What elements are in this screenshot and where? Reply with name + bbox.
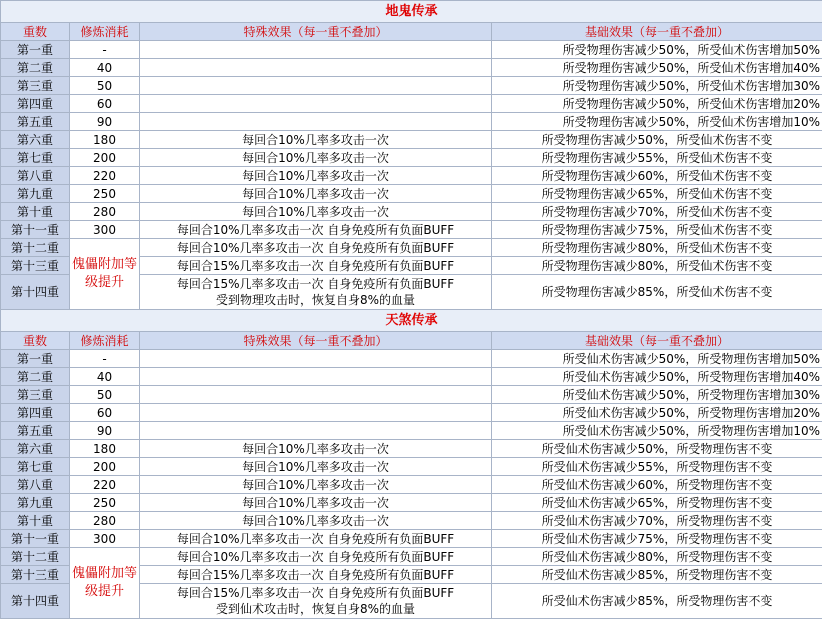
special-cell (140, 566, 492, 584)
table-row (1, 59, 822, 77)
special-text: 每回合10%几率多攻击一次 (242, 513, 389, 528)
special-cell (140, 77, 492, 95)
column-header: 重数 (1, 23, 70, 41)
special-cell (140, 203, 492, 221)
base-cell: 所受仙术伤害减少50%，所受物理伤害增加10% (492, 422, 822, 440)
section-title: 地鬼传承 (1, 1, 822, 23)
table-row (1, 422, 822, 440)
special-text: 每回合10%几率多攻击一次 (242, 477, 389, 492)
level-cell: 第十二重 (1, 239, 70, 257)
level-cell: 第一重 (1, 41, 70, 59)
base-cell: 所受仙术伤害减少50%，所受物理伤害增加20% (492, 404, 822, 422)
cost-cell: 200 (70, 149, 140, 167)
level-cell: 第八重 (1, 167, 70, 185)
base-cell: 所受仙术伤害减少85%，所受物理伤害不变 (492, 584, 822, 619)
column-header: 特殊效果（每一重不叠加） (140, 23, 492, 41)
level-cell: 第二重 (1, 368, 70, 386)
base-cell: 所受仙术伤害减少55%，所受物理伤害不变 (492, 458, 822, 476)
base-cell: 所受物理伤害减少80%，所受仙术伤害不变 (492, 239, 822, 257)
special-cell (140, 257, 492, 275)
level-cell: 第八重 (1, 476, 70, 494)
special-text: 每回合10%几率多攻击一次 (242, 459, 389, 474)
special-text: 每回合10%几率多攻击一次 (242, 186, 389, 201)
special-cell (140, 131, 492, 149)
special-cell (140, 239, 492, 257)
special-cell (140, 59, 492, 77)
base-cell: 所受物理伤害减少50%，所受仙术伤害增加40% (492, 59, 822, 77)
special-text-extra: 受到物理攻击时，恢复自身8%的血量 (215, 293, 416, 307)
special-text: 每回合10%几率多攻击一次 自身免疫所有负面BUFF (176, 240, 455, 255)
cost-cell: 220 (70, 167, 140, 185)
level-cell: 第四重 (1, 404, 70, 422)
base-cell: 所受物理伤害减少70%，所受仙术伤害不变 (492, 203, 822, 221)
special-text: 每回合15%几率多攻击一次 自身免疫所有负面BUFF (176, 277, 455, 291)
cost-cell: 250 (70, 185, 140, 203)
section-title-row (1, 310, 822, 332)
base-cell: 所受物理伤害减少50%，所受仙术伤害增加50% (492, 41, 822, 59)
base-cell: 所受仙术伤害减少85%，所受物理伤害不变 (492, 566, 822, 584)
level-cell: 第十重 (1, 512, 70, 530)
special-text: 每回合10%几率多攻击一次 (242, 495, 389, 510)
base-cell: 所受仙术伤害减少50%，所受物理伤害增加40% (492, 368, 822, 386)
base-cell: 所受仙术伤害减少70%，所受物理伤害不变 (492, 512, 822, 530)
level-cell: 第一重 (1, 350, 70, 368)
special-text: 每回合15%几率多攻击一次 自身免疫所有负面BUFF (176, 586, 455, 600)
table-row (1, 368, 822, 386)
table-row (1, 77, 822, 95)
special-text: 每回合10%几率多攻击一次 (242, 132, 389, 147)
table-row (1, 203, 822, 221)
table-row (1, 494, 822, 512)
special-cell (140, 113, 492, 131)
header-row (1, 332, 822, 350)
cost-cell: 250 (70, 494, 140, 512)
table-row (1, 131, 822, 149)
column-header: 基础效果（每一重不叠加） (492, 23, 822, 41)
level-cell: 第十一重 (1, 530, 70, 548)
level-cell: 第四重 (1, 95, 70, 113)
level-cell: 第三重 (1, 386, 70, 404)
column-header: 重数 (1, 332, 70, 350)
special-text: 每回合10%几率多攻击一次 (242, 168, 389, 183)
cost-cell: - (70, 41, 140, 59)
special-text-extra: 受到仙术攻击时，恢复自身8%的血量 (215, 602, 416, 616)
level-cell: 第七重 (1, 458, 70, 476)
special-text: 每回合10%几率多攻击一次 自身免疫所有负面BUFF (176, 222, 455, 237)
column-header: 基础效果（每一重不叠加） (492, 332, 822, 350)
cost-cell: - (70, 350, 140, 368)
base-cell: 所受物理伤害减少55%，所受仙术伤害不变 (492, 149, 822, 167)
special-text: 每回合15%几率多攻击一次 自身免疫所有负面BUFF (176, 258, 455, 273)
level-cell: 第十三重 (1, 566, 70, 584)
level-cell: 第十二重 (1, 548, 70, 566)
base-cell: 所受仙术伤害减少50%，所受物理伤害增加30% (492, 386, 822, 404)
cost-cell: 50 (70, 77, 140, 95)
base-cell: 所受物理伤害减少60%，所受仙术伤害不变 (492, 167, 822, 185)
header-row (1, 23, 822, 41)
level-cell: 第九重 (1, 494, 70, 512)
special-cell (140, 530, 492, 548)
special-cell (140, 149, 492, 167)
table-row (1, 221, 822, 239)
special-cell (140, 95, 492, 113)
table-row (1, 167, 822, 185)
table-row (1, 113, 822, 131)
base-cell: 所受物理伤害减少50%，所受仙术伤害不变 (492, 131, 822, 149)
section-title: 天煞传承 (1, 310, 822, 332)
cost-cell: 40 (70, 59, 140, 77)
base-cell: 所受仙术伤害减少50%，所受物理伤害增加50% (492, 350, 822, 368)
table-row (1, 41, 822, 59)
level-cell: 第十三重 (1, 257, 70, 275)
special-cell (140, 440, 492, 458)
base-cell: 所受仙术伤害减少50%，所受物理伤害不变 (492, 440, 822, 458)
merged-cost-cell: 傀儡附加等级提升 (70, 239, 140, 310)
special-text: 每回合15%几率多攻击一次 自身免疫所有负面BUFF (176, 567, 455, 582)
level-cell: 第九重 (1, 185, 70, 203)
special-cell (140, 494, 492, 512)
cost-cell: 90 (70, 422, 140, 440)
cost-cell: 180 (70, 440, 140, 458)
cost-cell: 90 (70, 113, 140, 131)
level-cell: 第五重 (1, 422, 70, 440)
table-row (1, 95, 822, 113)
special-cell (140, 422, 492, 440)
cost-cell: 40 (70, 368, 140, 386)
special-cell (140, 548, 492, 566)
cost-cell: 200 (70, 458, 140, 476)
special-cell (140, 167, 492, 185)
table-row (1, 512, 822, 530)
level-cell: 第十一重 (1, 221, 70, 239)
base-cell: 所受物理伤害减少65%，所受仙术伤害不变 (492, 185, 822, 203)
base-cell: 所受物理伤害减少50%，所受仙术伤害增加10% (492, 113, 822, 131)
column-header: 特殊效果（每一重不叠加） (140, 332, 492, 350)
table-row (1, 239, 822, 257)
column-header: 修炼消耗 (70, 332, 140, 350)
special-cell (140, 221, 492, 239)
cost-cell: 50 (70, 386, 140, 404)
base-cell: 所受物理伤害减少75%，所受仙术伤害不变 (492, 221, 822, 239)
level-cell: 第三重 (1, 77, 70, 95)
base-cell: 所受仙术伤害减少75%，所受物理伤害不变 (492, 530, 822, 548)
table-row (1, 476, 822, 494)
special-cell (140, 275, 492, 310)
level-cell: 第六重 (1, 440, 70, 458)
cost-cell: 280 (70, 512, 140, 530)
table-row (1, 350, 822, 368)
special-cell (140, 350, 492, 368)
cost-cell: 300 (70, 221, 140, 239)
special-cell (140, 386, 492, 404)
table-row (1, 404, 822, 422)
cost-cell: 180 (70, 131, 140, 149)
merged-cost-cell: 傀儡附加等级提升 (70, 548, 140, 619)
table-row (1, 530, 822, 548)
table-body (1, 1, 822, 619)
special-text: 每回合10%几率多攻击一次 (242, 441, 389, 456)
level-cell: 第二重 (1, 59, 70, 77)
table-row (1, 185, 822, 203)
column-header: 修炼消耗 (70, 23, 140, 41)
level-cell: 第五重 (1, 113, 70, 131)
table-row (1, 458, 822, 476)
special-cell (140, 512, 492, 530)
special-text: 每回合10%几率多攻击一次 (242, 204, 389, 219)
level-cell: 第十四重 (1, 275, 70, 310)
special-cell (140, 476, 492, 494)
cost-cell: 280 (70, 203, 140, 221)
cost-cell: 60 (70, 95, 140, 113)
table-row (1, 548, 822, 566)
table-row (1, 149, 822, 167)
level-cell: 第十四重 (1, 584, 70, 619)
level-cell: 第七重 (1, 149, 70, 167)
section-title-row (1, 1, 822, 23)
table-row (1, 440, 822, 458)
base-cell: 所受仙术伤害减少65%，所受物理伤害不变 (492, 494, 822, 512)
base-cell: 所受仙术伤害减少60%，所受物理伤害不变 (492, 476, 822, 494)
special-cell (140, 458, 492, 476)
special-cell (140, 584, 492, 619)
cost-cell: 60 (70, 404, 140, 422)
base-cell: 所受仙术伤害减少80%，所受物理伤害不变 (492, 548, 822, 566)
special-text: 每回合10%几率多攻击一次 自身免疫所有负面BUFF (176, 531, 455, 546)
level-cell: 第六重 (1, 131, 70, 149)
special-cell (140, 185, 492, 203)
base-cell: 所受物理伤害减少50%，所受仙术伤害增加20% (492, 95, 822, 113)
special-cell (140, 368, 492, 386)
special-text: 每回合10%几率多攻击一次 (242, 150, 389, 165)
base-cell: 所受物理伤害减少80%，所受仙术伤害不变 (492, 257, 822, 275)
special-text: 每回合10%几率多攻击一次 自身免疫所有负面BUFF (176, 549, 455, 564)
level-cell: 第十重 (1, 203, 70, 221)
special-cell (140, 404, 492, 422)
cost-cell: 220 (70, 476, 140, 494)
cost-cell: 300 (70, 530, 140, 548)
base-cell: 所受物理伤害减少85%，所受仙术伤害不变 (492, 275, 822, 310)
table-row (1, 386, 822, 404)
base-cell: 所受物理伤害减少50%，所受仙术伤害增加30% (492, 77, 822, 95)
special-cell (140, 41, 492, 59)
